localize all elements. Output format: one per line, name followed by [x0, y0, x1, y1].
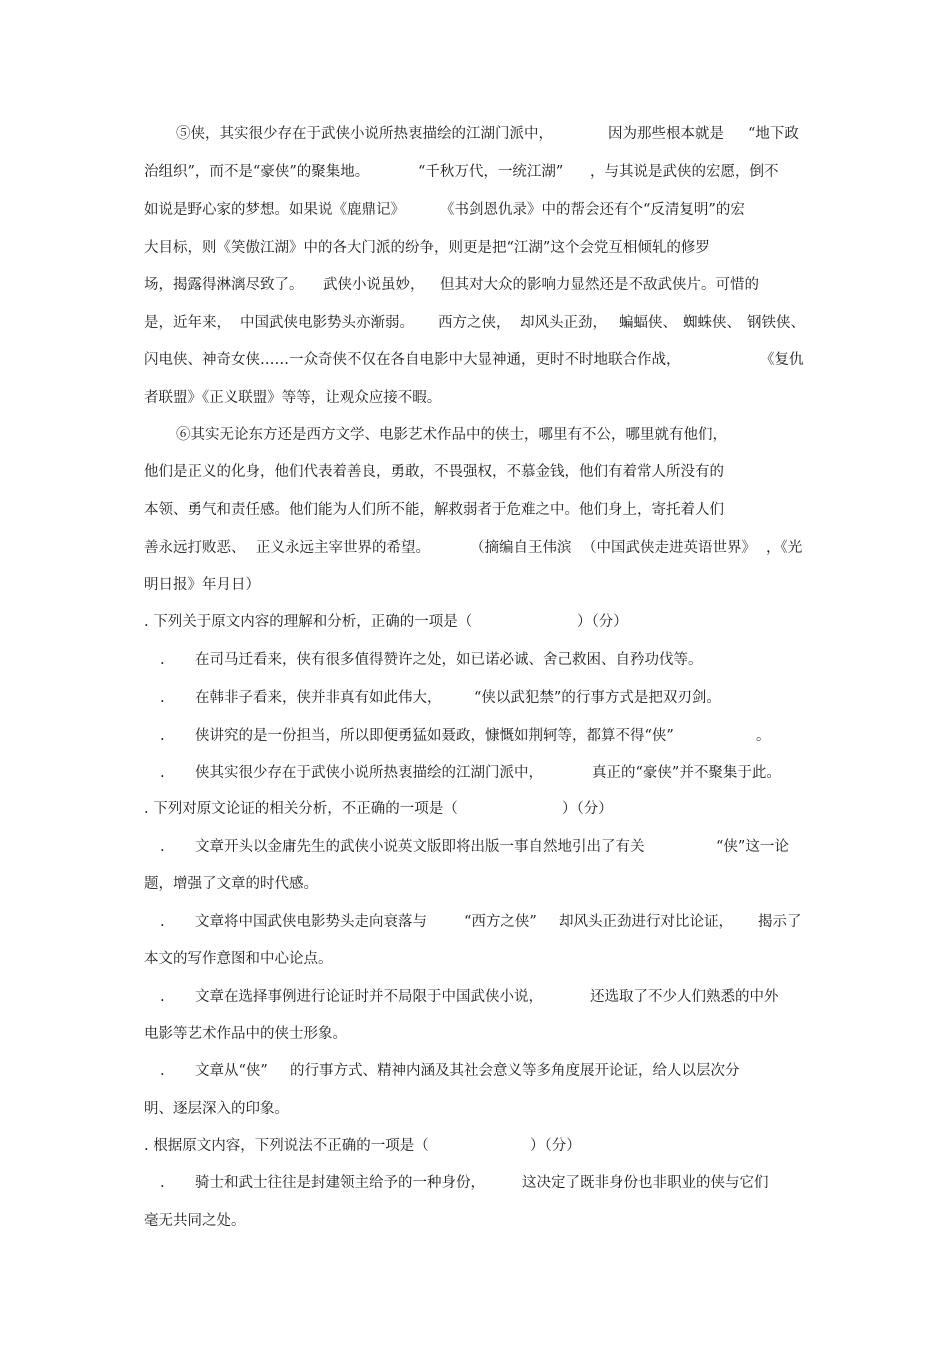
text-segment: . 下列对原文论证的相关分析，不正确的一项是（	[144, 801, 458, 817]
text-segment: “地下政	[748, 126, 799, 142]
text-segment: 文章将中国武侠电影势头走向衰落与	[195, 914, 427, 930]
text-line	[0, 387, 950, 409]
question-stem	[0, 1135, 950, 1157]
text-segment: 骑士和武士往往是封建领主给予的一种身份，	[195, 1175, 485, 1191]
text-segment: ，与其说是武侠的宏愿，倒不	[590, 164, 779, 180]
text-segment: “千秋万代，一统江湖”	[418, 164, 564, 180]
text-segment: 是，近年来，	[144, 315, 231, 331]
text-segment: 因为那些根本就是	[608, 126, 724, 142]
text-segment: 在司马迁看来，侠有很多值得赞许之处，如已诺必诚、舍己救困、自矜功伐等。	[195, 652, 703, 668]
text-segment: 这决定了既非身份也非职业的侠与它们	[522, 1175, 769, 1191]
option-marker: .	[160, 1063, 165, 1079]
text-line	[0, 1098, 950, 1120]
answer-option	[0, 1060, 950, 1082]
text-segment: 却风头正劲进行对比论证，	[559, 914, 733, 930]
option-marker: .	[160, 839, 165, 855]
option-marker: .	[160, 652, 165, 668]
text-segment: 明、逐层深入的印象。	[144, 1101, 289, 1117]
text-line	[0, 237, 950, 259]
text-segment: 蝙蝠侠、	[619, 315, 677, 331]
text-segment: 场，揭露得淋漓尽致了。	[144, 277, 304, 293]
answer-option	[0, 649, 950, 671]
answer-option	[0, 836, 950, 858]
text-segment: . 根据原文内容，下列说法不正确的一项是（	[144, 1138, 429, 1154]
answer-option	[0, 687, 950, 709]
text-segment: 本文的写作意图和中心论点。	[144, 951, 333, 967]
text-segment: 真正的“豪侠”并不聚集于此。	[592, 765, 781, 781]
text-segment: 《复仇	[760, 352, 804, 368]
text-segment: 侠讲究的是一份担当，所以即便勇猛如聂政，慷慨如荆轲等，都算不得“侠”	[195, 728, 674, 744]
text-line	[0, 873, 950, 895]
text-line	[0, 574, 950, 596]
question-stem	[0, 611, 950, 633]
option-marker: .	[160, 765, 165, 781]
text-line	[0, 499, 950, 521]
answer-option	[0, 1172, 950, 1194]
text-segment: 文章从“侠”	[195, 1063, 268, 1079]
text-segment: ）（分）	[530, 1138, 581, 1154]
text-segment: ）（分）	[577, 614, 628, 630]
text-line	[0, 199, 950, 221]
text-segment: 他们是正义的化身，他们代表着善良，勇敢，不畏强权，不慕金钱，他们有着常人所没有的	[144, 464, 724, 480]
text-line	[0, 424, 950, 446]
answer-option	[0, 762, 950, 784]
text-segment: 中国武侠电影势头亦渐弱。	[240, 315, 414, 331]
text-segment: ）（分）	[562, 801, 613, 817]
text-segment: 在韩非子看来，侠并非真有如此伟大，	[195, 690, 442, 706]
text-segment: 却风头正劲，	[520, 315, 607, 331]
text-segment: “西方之侠”	[464, 914, 537, 930]
text-segment: 明日报》年月日）	[144, 577, 260, 593]
text-line	[0, 537, 950, 559]
option-marker: .	[160, 1175, 165, 1191]
text-segment: 善永远打败恶、	[144, 540, 246, 556]
text-segment: 文章在选择事例进行论证时并不局限于中国武侠小说，	[195, 989, 543, 1005]
option-marker: .	[160, 690, 165, 706]
text-segment: 还选取了不少人们熟悉的中外	[590, 989, 779, 1005]
text-segment: 者联盟》《正义联盟》等等，让观众应接不暇。	[144, 390, 442, 406]
option-marker: .	[160, 914, 165, 930]
text-line	[0, 1023, 950, 1045]
text-segment: 电影等艺术作品中的侠士形象。	[144, 1026, 347, 1042]
text-segment: 文章开头以金庸先生的武侠小说英文版即将出版一事自然地引出了有关	[195, 839, 645, 855]
text-segment: 如说是野心家的梦想。如果说《鹿鼎记》	[144, 202, 405, 218]
text-line	[0, 161, 950, 183]
option-marker: .	[160, 728, 165, 744]
text-line	[0, 123, 950, 145]
text-line	[0, 461, 950, 483]
text-segment: “侠以武犯禁”的行事方式是把双刃剑。	[474, 690, 721, 706]
answer-option	[0, 725, 950, 747]
text-line	[0, 948, 950, 970]
answer-option	[0, 986, 950, 1008]
option-marker: .	[160, 989, 165, 1005]
text-segment: . 下列关于原文内容的理解和分析，正确的一项是（	[144, 614, 473, 630]
text-segment: ，《光	[766, 540, 803, 556]
text-segment: 揭示了	[758, 914, 802, 930]
text-segment: 毫无共同之处。	[144, 1213, 246, 1229]
text-segment: 治组织”，而不是“豪侠”的聚集地。	[144, 164, 370, 180]
text-line	[0, 349, 950, 371]
text-segment: 钢铁侠、	[747, 315, 805, 331]
text-segment: 正义永远主宰世界的希望。	[256, 540, 430, 556]
text-segment: 蜘蛛侠、	[683, 315, 741, 331]
text-segment: 。	[756, 728, 771, 744]
text-segment: 题，增强了文章的时代感。	[144, 876, 318, 892]
text-segment: “侠”这一论	[716, 839, 789, 855]
text-segment: ⑤侠，其实很少存在于武侠小说所热衷描绘的江湖门派中，	[176, 126, 553, 142]
text-segment: 但其对大众的影响力显然还是不敌武侠片。可惜的	[440, 277, 759, 293]
text-segment: 西方之侠，	[438, 315, 511, 331]
text-line	[0, 312, 950, 334]
text-segment: 的行事方式、精神内涵及其社会意义等多角度展开论证，给人以层次分	[290, 1063, 740, 1079]
text-segment: 侠其实很少存在于武侠小说所热衷描绘的江湖门派中，	[195, 765, 543, 781]
text-segment: 《书剑恩仇录》中的帮会还有个“反清复明”的宏	[440, 202, 745, 218]
question-stem	[0, 798, 950, 820]
text-segment: （中国武侠走进英语世界》	[582, 540, 756, 556]
text-line	[0, 274, 950, 296]
text-segment: 本领、勇气和责任感。他们能为人们所不能，解救弱者于危难之中。他们身上，寄托着人们	[144, 502, 724, 518]
text-line	[0, 1210, 950, 1232]
text-segment: （摘编自王伟滨	[470, 540, 572, 556]
text-segment: ⑥其实无论东方还是西方文学、电影艺术作品中的侠士，哪里有不公，哪里就有他们，	[176, 427, 727, 443]
answer-option	[0, 911, 950, 933]
text-segment: 闪电侠、神奇女侠……一众奇侠不仅在各自电影中大显神通，更时不时地联合作战，	[144, 352, 681, 368]
text-segment: 大目标，则《笑傲江湖》中的各大门派的纷争，则更是把“江湖”这个会党互相倾轧的修罗	[144, 240, 710, 256]
text-segment: 武侠小说虽妙，	[323, 277, 425, 293]
